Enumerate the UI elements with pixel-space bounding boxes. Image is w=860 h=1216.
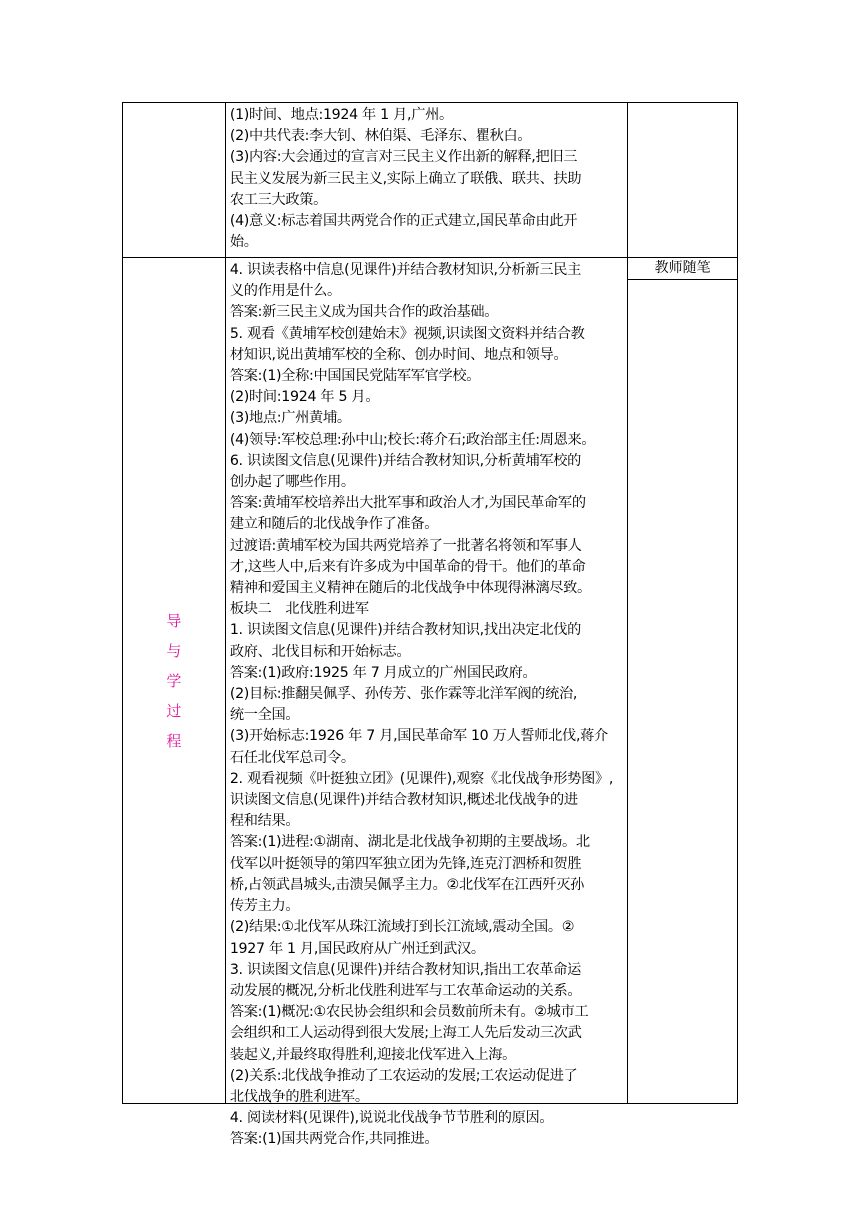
side-label	[123, 258, 225, 1103]
text-line: 会组织和工人运动得到很大发展;上海工人先后发动三次武	[229, 1025, 582, 1042]
text-line: 答案:(1)政府:1925 年 7 月成立的广州国民政府。	[229, 664, 537, 681]
text-line: 北伐战争的胜利进军。	[229, 1088, 369, 1105]
side-cell	[123, 258, 226, 1103]
text-line: (1)时间、地点:1924 年 1 月,广州。	[229, 107, 453, 123]
text-line: 3. 识读图文信息(见课件)并结合教材知识,指出工农革命运	[229, 961, 582, 978]
side-label-char: 学	[166, 671, 182, 690]
notes-cell	[628, 258, 738, 1103]
text-line: 政府、北伐目标和开始标志。	[229, 643, 411, 660]
text-line: (4)领导:军校总理:孙中山;校长:蒋介石;政治部主任:周恩来。	[229, 431, 596, 448]
text-line: (2)时间:1924 年 5 月。	[229, 389, 380, 406]
text-line: 2. 观看视频《叶挺独立团》(见课件),观察《北伐战争形势图》,	[229, 770, 614, 787]
text-line: 5. 观看《黄埔军校创建始末》视频,识读图文资料并结合教	[229, 325, 585, 342]
text-line: 1927 年 1 月,国民政府从广州迁到武汉。	[229, 940, 485, 957]
text-line: 始。	[229, 234, 258, 251]
text-line: 桥,占领武昌城头,击溃吴佩孚主力。②北伐军在江西歼灭孙	[229, 876, 584, 893]
lesson-table	[122, 102, 738, 1148]
text-line: 材知识,说出黄埔军校的全称、创办时间、地点和领导。	[229, 346, 568, 363]
text-line: 动发展的概况,分析北伐胜利进军与工农革命运动的关系。	[229, 982, 582, 999]
text-line: (2)关系:北伐战争推动了工农运动的发展;工农运动促进了	[229, 1067, 578, 1084]
table-row	[122, 257, 738, 1148]
side-label-char: 与	[166, 641, 182, 660]
side-label-char: 导	[166, 611, 182, 630]
text-line: 民主义发展为新三民主义,实际上确立了联俄、联共、扶助	[229, 170, 582, 187]
text-line: 程和结果。	[229, 813, 300, 830]
text-line: 答案:(1)概况:①农民协会组织和会员数前所未有。②城市工	[229, 1004, 589, 1021]
text-line: 装起义,并最终取得胜利,迎接北伐军进入上海。	[229, 1046, 516, 1063]
text-line: 4. 识读表格中信息(见课件)并结合教材知识,分析新三民主	[229, 262, 582, 278]
text-line: (3)地点:广州黄埔。	[229, 410, 351, 427]
notes-cell	[628, 103, 738, 257]
text-line: 建立和随后的北伐战争作了准备。	[229, 516, 439, 533]
text-line: 精神和爱国主义精神在随后的北伐战争中体现得淋漓尽致。	[229, 580, 591, 597]
text-line: 义的作用是什么。	[229, 283, 341, 300]
text-line: 传芳主力。	[229, 898, 300, 915]
text-line: 农工三大政策。	[229, 191, 328, 208]
text-line: 答案:(1)进程:①湖南、湖北是北伐战争初期的主要战场。北	[229, 834, 590, 851]
text-line: 4. 阅读材料(见课件),说说北伐战争节节胜利的原因。	[229, 1110, 554, 1127]
text-line: (2)结果:①北伐军从珠江流域打到长江流域,震动全国。②	[229, 919, 575, 936]
text-line: 才,这些人中,后来有许多成为中国革命的骨干。他们的革命	[229, 558, 586, 575]
table-row	[122, 102, 738, 257]
side-cell	[123, 103, 226, 257]
content-cell	[226, 258, 628, 1148]
text-line: 过渡语:黄埔军校为国共两党培养了一批著名将领和军事人	[229, 537, 582, 554]
text-line: (4)意义:标志着国共两党合作的正式建立,国民革命由此开	[229, 213, 578, 230]
text-line: (2)中共代表:李大钊、林伯渠、毛泽东、瞿秋白。	[229, 128, 532, 145]
text-line: 1. 识读图文信息(见课件)并结合教材知识,找出决定北伐的	[229, 622, 582, 639]
text-line: 答案:(1)国共两党合作,共同推进。	[229, 1131, 439, 1148]
text-line: 统一全国。	[229, 707, 300, 724]
text-line: (3)内容:大会通过的宣言对三民主义作出新的解释,把旧三	[229, 149, 578, 166]
text-line: 答案:黄埔军校培养出大批军事和政治人才,为国民革命军的	[229, 495, 586, 512]
text-line: 答案:新三民主义成为国共合作的政治基础。	[229, 304, 499, 321]
notes-header: 教师随笔	[628, 258, 737, 280]
text-line: (3)开始标志:1926 年 7 月,国民革命军 10 万人誓师北伐,蒋介	[229, 728, 608, 745]
text-line: 答案:(1)全称:中国国民党陆军军官学校。	[229, 368, 481, 385]
text-line: 板块二 北伐胜利进军	[229, 601, 369, 618]
text-line: 伐军以叶挺领导的第四军独立团为先锋,连克汀泗桥和贺胜	[229, 855, 582, 872]
text-line: 6. 识读图文信息(见课件)并结合教材知识,分析黄埔军校的	[229, 452, 582, 469]
content-cell	[226, 103, 628, 257]
side-label-char: 过	[166, 701, 182, 720]
text-line: (2)目标:推翻吴佩孚、孙传芳、张作霖等北洋军阀的统治,	[229, 686, 578, 703]
side-label-char: 程	[166, 731, 182, 750]
text-line: 创办起了哪些作用。	[229, 474, 355, 491]
text-line: 石任北伐军总司令。	[229, 749, 355, 766]
text-line: 识读图文信息(见课件)并结合教材知识,概述北伐战争的进	[229, 792, 578, 809]
